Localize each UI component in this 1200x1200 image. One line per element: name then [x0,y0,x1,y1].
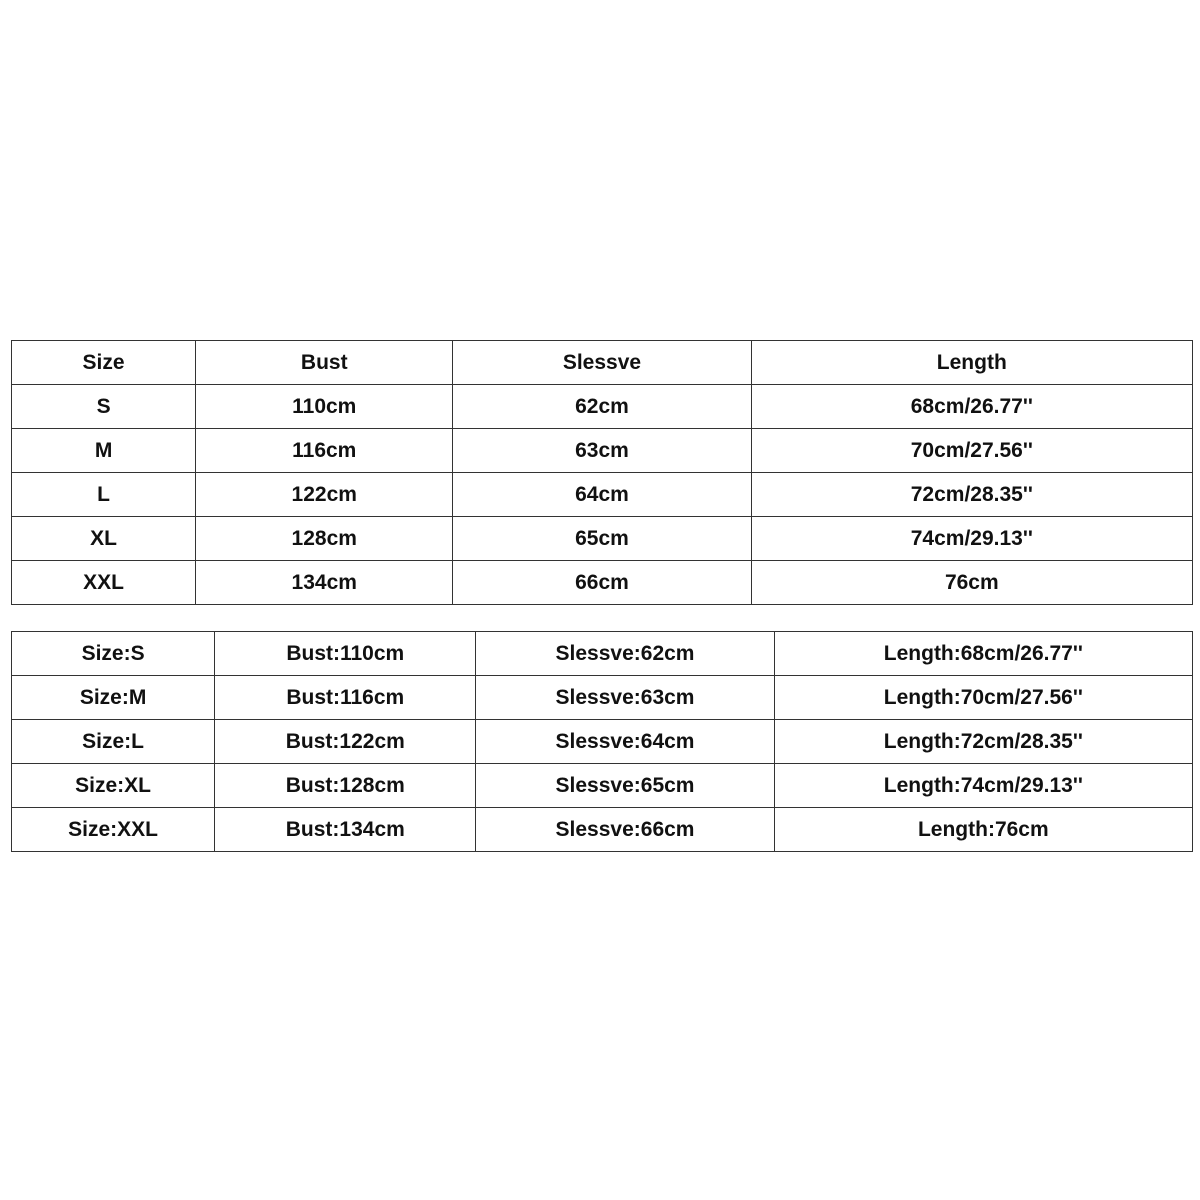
length-cell: 76cm [751,561,1192,605]
table-row [12,561,1193,605]
length-cell: 72cm/28.35'' [751,473,1192,517]
bust-cell: 122cm [196,473,453,517]
sleeve-cell: Slessve:65cm [476,764,774,808]
sleeve-cell: 66cm [453,561,751,605]
length-cell: 68cm/26.77'' [751,385,1192,429]
size-cell: Size:L [12,720,215,764]
sleeve-cell: 65cm [453,517,751,561]
table-row [12,632,1193,676]
size-chart-table [11,340,1193,605]
sleeve-cell: 64cm [453,473,751,517]
header-bust: Bust [196,341,453,385]
size-cell: S [12,385,196,429]
table-header-row [12,341,1193,385]
length-cell: 70cm/27.56'' [751,429,1192,473]
bust-cell: 110cm [196,385,453,429]
sleeve-cell: 62cm [453,385,751,429]
sleeve-cell: Slessve:62cm [476,632,774,676]
header-sleeve: Slessve [453,341,751,385]
sleeve-cell: Slessve:64cm [476,720,774,764]
table-row [12,429,1193,473]
bust-cell: Bust:122cm [215,720,476,764]
sleeve-cell: Slessve:63cm [476,676,774,720]
table-row [12,473,1193,517]
bust-cell: 116cm [196,429,453,473]
length-cell: Length:68cm/26.77'' [774,632,1192,676]
bust-cell: 134cm [196,561,453,605]
sleeve-cell: 63cm [453,429,751,473]
sleeve-cell: Slessve:66cm [476,808,774,852]
bust-cell: Bust:134cm [215,808,476,852]
table-row [12,517,1193,561]
length-cell: Length:70cm/27.56'' [774,676,1192,720]
bust-cell: 128cm [196,517,453,561]
size-cell: L [12,473,196,517]
length-cell: 74cm/29.13'' [751,517,1192,561]
size-cell: Size:M [12,676,215,720]
length-cell: Length:76cm [774,808,1192,852]
table-row [12,808,1193,852]
header-length: Length [751,341,1192,385]
bust-cell: Bust:128cm [215,764,476,808]
length-cell: Length:74cm/29.13'' [774,764,1192,808]
table-row [12,764,1193,808]
bust-cell: Bust:110cm [215,632,476,676]
table-row [12,720,1193,764]
size-cell: Size:S [12,632,215,676]
size-cell: XXL [12,561,196,605]
bust-cell: Bust:116cm [215,676,476,720]
size-chart-labeled-table [11,631,1193,852]
size-cell: Size:XXL [12,808,215,852]
table-row [12,676,1193,720]
table-row [12,385,1193,429]
size-cell: Size:XL [12,764,215,808]
length-cell: Length:72cm/28.35'' [774,720,1192,764]
size-cell: M [12,429,196,473]
header-size: Size [12,341,196,385]
size-cell: XL [12,517,196,561]
